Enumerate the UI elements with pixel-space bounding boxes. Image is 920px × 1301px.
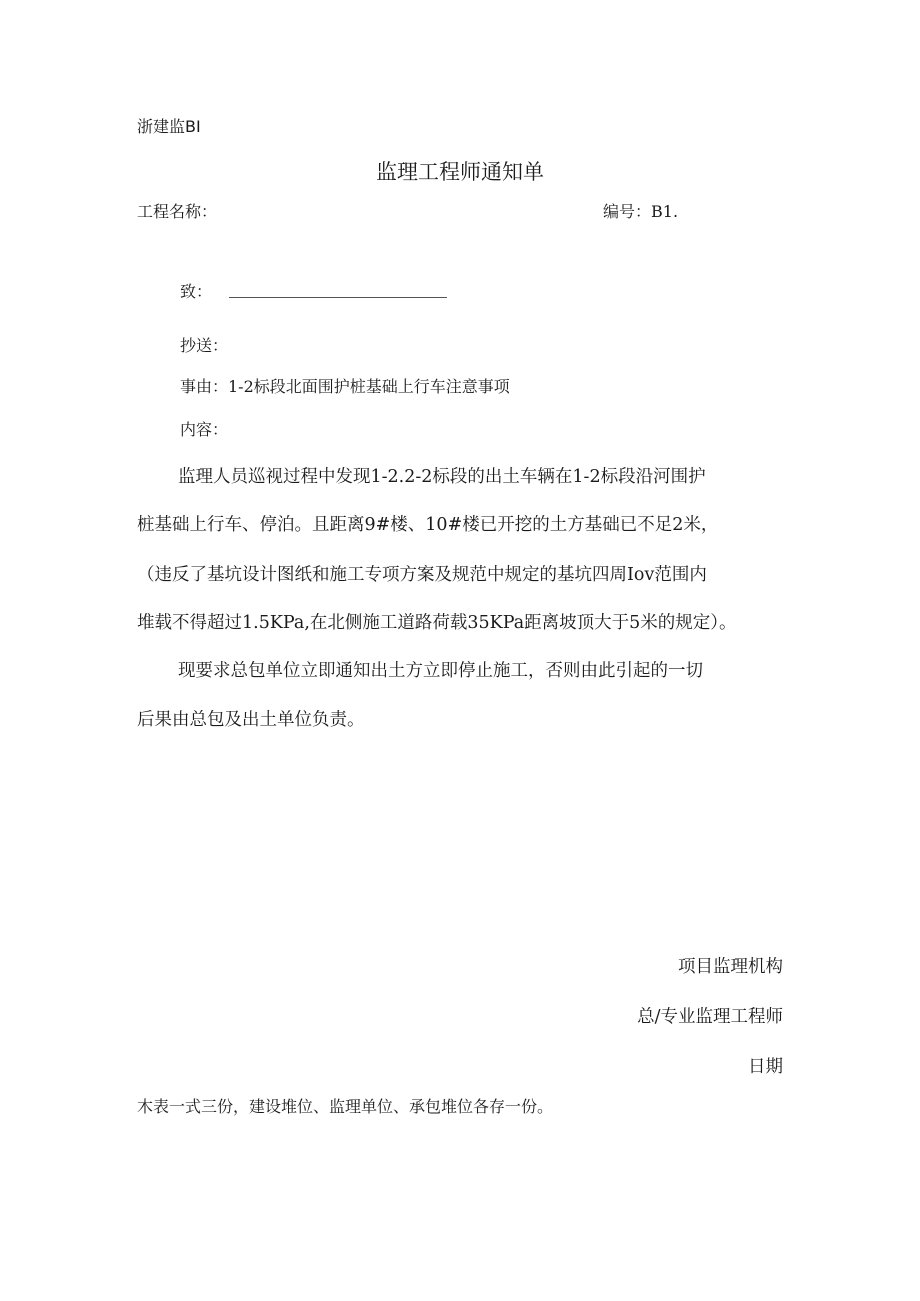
content-line: 堆载不得超过1.5KPa,在北侧施工道路荷载35KPa距离坡顶大于5米的规定）。 xyxy=(137,613,737,633)
cc-label: 抄送： xyxy=(180,336,229,355)
subject-line: 事由：1-2标段北面围护桩基础上行车注意事项 xyxy=(180,377,510,396)
form-code: 浙建监BI xyxy=(137,117,201,136)
signature-date-label: 日期 xyxy=(748,1057,783,1077)
serial-number: 编号：B1. xyxy=(603,202,679,221)
to-label: 致： xyxy=(180,282,213,301)
page-title: 监理工程师通知单 xyxy=(376,160,544,184)
content-line: 监理人员巡视过程中发现1-2.2-2标段的出土车辆在1-2标段沿河围护 xyxy=(178,467,706,487)
content-line: 现要求总包单位立即通知出土方立即停止施工，否则由此引起的一切 xyxy=(178,661,703,681)
content-label: 内容： xyxy=(180,420,229,439)
content-line: 后果由总包及出土单位负责。 xyxy=(137,710,365,730)
signature-engineer: 总/专业监理工程师 xyxy=(637,1007,783,1027)
project-name-label: 工程名称： xyxy=(137,202,218,221)
content-line: 桩基础上行车、停泊。且距离9#楼、10#楼已开挖的土方基础已不足2米， xyxy=(137,515,719,535)
footer-note: 木表一式三份，建设堆位、监理单位、承包堆位各存一份。 xyxy=(137,1097,554,1116)
content-line: （违反了基坑设计图纸和施工专项方案及规范中规定的基坑四周Iov范围内 xyxy=(137,565,707,585)
to-blank-line xyxy=(229,297,447,298)
signature-organization: 项目监理机构 xyxy=(678,957,783,977)
